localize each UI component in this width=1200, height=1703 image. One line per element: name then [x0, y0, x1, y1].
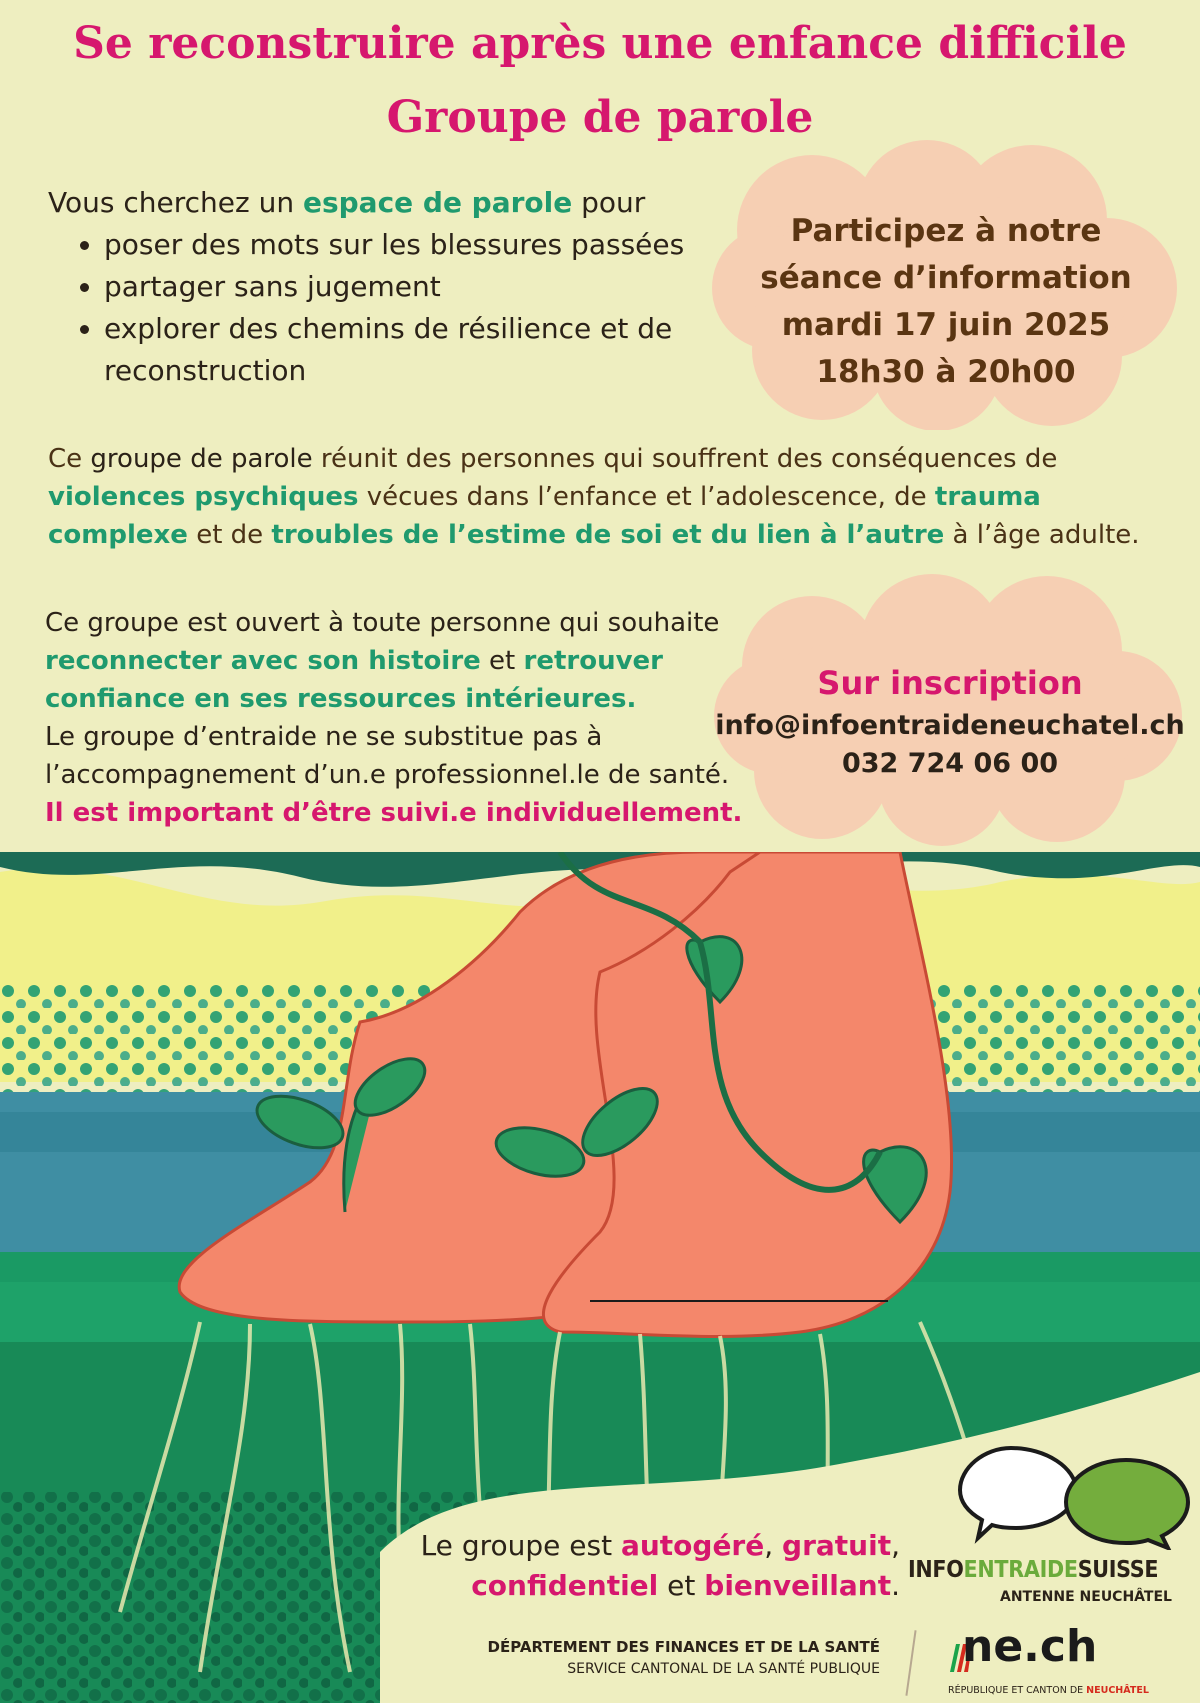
intro-bullets: [48, 224, 768, 392]
registration-title: Sur inscription: [817, 664, 1083, 702]
intro-highlight: espace de parole: [302, 186, 573, 219]
department-name: DÉPARTEMENT DES FINANCES ET DE LA SANTÉ: [487, 1638, 880, 1656]
disclaimer-text: Le groupe d’entraide ne se substitue pas à l’accompagnement d’un.e professionnel.le de santé.: [45, 722, 730, 790]
ne-ch-brand: ne.ch: [962, 1621, 1098, 1672]
info-session-date: mardi 17 juin 2025: [781, 307, 1111, 343]
canton-label: RÉPUBLIQUE ET CANTON DE NEUCHÂTEL: [948, 1685, 1149, 1696]
info-session-line: séance d’information: [760, 260, 1132, 296]
speech-bubble-icon: [956, 1440, 1196, 1550]
registration-email[interactable]: info@infoentraideneuchatel.ch: [715, 710, 1185, 741]
service-name: SERVICE CANTONAL DE LA SANTÉ PUBLIQUE: [567, 1661, 880, 1677]
openness-paragraph: Ce groupe est ouvert à toute personne qui souhaite reconnecter avec son histoire et retrouver confiance en ses ressources intérieures. Le groupe d’entraide ne se substitue pas à l’accompagnement d’un.e professionnel.le de santé. Il est important d’être suivi.e individuellement.: [45, 604, 745, 832]
description-paragraph: Ce groupe de parole réunit des personnes qui souffrent des conséquences de violences psychiques vécues dans l’enfance et l’adolescence, de trauma complexe et de troubles de l’estime de soi et du lien à l’autre à l’âge adulte.: [48, 444, 1140, 550]
cloud-shape: [712, 566, 1188, 850]
page-title: Se reconstruire après une enfance difficile: [73, 18, 1127, 69]
bullet-item: • partager sans jugement: [104, 266, 768, 308]
important-notice: Il est important d’être suivi.e individuellement.: [45, 798, 743, 828]
info-session-cloud: [712, 138, 1180, 430]
page-subtitle: Groupe de parole: [386, 92, 814, 143]
closing-statement: Le groupe est autogéré, gratuit, confidentiel et bienveillant.: [420, 1529, 900, 1602]
info-session-time: 18h30 à 20h00: [816, 354, 1076, 390]
bullet-item: • poser des mots sur les blessures passées: [104, 224, 768, 266]
speech-bubbles-logo: [956, 1440, 1196, 1550]
registration-phone[interactable]: 032 724 06 00: [841, 748, 1059, 779]
registration-cloud: [712, 566, 1188, 850]
intro-block: [48, 182, 768, 392]
bullet-item: • explorer des chemins de résilience et de reconstruction: [104, 308, 768, 392]
intro-lead: Vous cherchez un espace de parole pour: [48, 186, 646, 219]
infoentraide-logo: INFOENTRAIDESUISSE: [908, 1557, 1159, 1583]
info-session-line: Participez à notre: [790, 213, 1102, 249]
logo-subtitle: ANTENNE NEUCHÂTEL: [1000, 1589, 1172, 1605]
